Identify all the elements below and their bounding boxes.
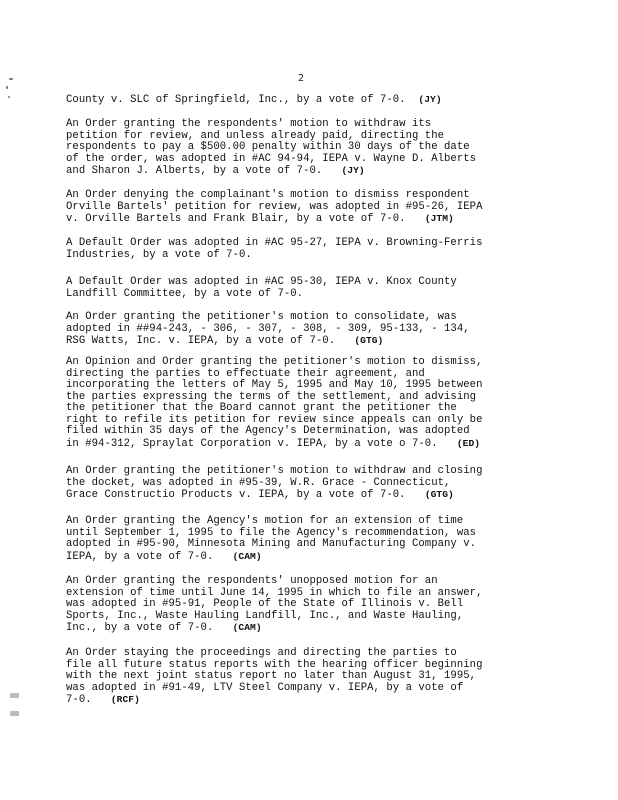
staff-initials: (GTG): [424, 489, 454, 500]
text-line: [66, 250, 482, 262]
line-text: the docket, was adopted in #95-39, W.R. Grace - Connecticut,: [66, 476, 451, 489]
scan-mark: [9, 78, 13, 80]
line-text: right to refile its petition for review since appeals can only be: [66, 413, 483, 426]
paragraph: [66, 238, 482, 261]
line-text: until September 1, 1995 to file the Agency's recommendation, was: [66, 526, 477, 539]
text-line: [66, 551, 476, 564]
line-text: An Order denying the complainant's motion to dismiss respondent: [66, 189, 470, 201]
line-text: A Default Order was adopted in #AC 95-27, IEPA v. Browning-Ferris: [66, 237, 483, 249]
line-text: An Order granting the respondents' unopposed motion for an: [66, 575, 438, 587]
staff-initials: (RCF): [110, 694, 140, 705]
line-text: An Order granting the respondents' motion to withdraw its: [66, 118, 432, 130]
line-text: extension of time until June 14, 1995 in which to file an answer,: [66, 586, 483, 599]
paragraph: [66, 312, 470, 348]
scan-mark: [10, 711, 19, 716]
text-line: [66, 213, 482, 226]
line-text: was adopted in #91-49, LTV Steel Company v. IEPA, by a vote of: [66, 681, 464, 694]
line-text: 7-0.: [66, 694, 111, 706]
text-line: [66, 289, 457, 301]
line-text: A Default Order was adopted in #AC 95-30, IEPA v. Knox County: [66, 276, 457, 288]
scan-mark: [8, 96, 10, 98]
staff-initials: (ED): [456, 437, 481, 449]
line-text: v. Orville Bartels and Frank Blair, by a vote of 7-0.: [66, 213, 425, 225]
text-line: [66, 324, 470, 336]
line-text: the parties expressing the terms of the settlement, and advising: [66, 390, 477, 403]
line-text: filed within 35 days of the Agency's Determination, was adopted: [66, 425, 470, 437]
paragraph: [66, 648, 482, 707]
line-text: with the next joint status report no later than August 31, 1995,: [66, 670, 477, 682]
text-line: [66, 438, 482, 451]
staff-initials: (JY): [418, 94, 442, 105]
line-text: Landfill Committee, by a vote of 7-0.: [66, 287, 304, 300]
line-text: Grace Constructio Products v. IEPA, by a vote of 7-0.: [66, 489, 425, 501]
scan-mark: [6, 86, 8, 89]
paragraph: [66, 466, 482, 502]
text-line: [66, 694, 482, 707]
text-line: [66, 622, 482, 635]
line-text: An Order staying the proceedings and directing the parties to: [66, 647, 457, 659]
text-line: [66, 426, 482, 438]
line-text: IEPA, by a vote of 7-0.: [66, 550, 233, 563]
text-line: [66, 489, 482, 502]
text-line: [66, 94, 442, 107]
line-text: directing the parties to effectuate their agreement, and: [66, 367, 425, 380]
page-number: 2: [298, 73, 305, 84]
text-line: [66, 683, 482, 695]
line-text: An Order granting the petitioner's motion to consolidate, was: [66, 311, 457, 323]
line-text: in #94-312, Spraylat Corporation v. IEPA, by a vote o 7-0.: [66, 437, 457, 450]
line-text: the petitioner that the Board cannot grant the petitioner the: [66, 402, 457, 414]
paragraph: [66, 119, 476, 178]
text-line: [66, 202, 482, 214]
line-text: Sports, Inc., Waste Hauling Landfill, Inc., and Waste Hauling,: [66, 609, 464, 622]
line-text: Industries, by a vote of 7-0.: [66, 248, 252, 261]
line-text: Orville Bartels' petition for review, was adopted in #95-26, IEPA: [66, 200, 483, 213]
line-text: County v. SLC of Springfield, Inc., by a vote of 7-0.: [66, 94, 419, 106]
paragraph: [66, 190, 482, 226]
text-line: [66, 539, 476, 551]
staff-initials: (JTM): [424, 213, 454, 224]
line-text: Inc., by a vote of 7-0.: [66, 622, 233, 634]
staff-initials: (GTG): [354, 335, 384, 346]
text-line: [66, 154, 476, 166]
paragraph: [66, 277, 457, 300]
staff-initials: (CAM): [232, 550, 262, 562]
line-text: adopted in #95-90, Minnesota Mining and Manufacturing Company v.: [66, 538, 477, 550]
paragraph: [66, 357, 482, 450]
paragraph: [66, 516, 476, 563]
line-text: RSG Watts, Inc. v. IEPA, by a vote of 7-0.: [66, 335, 355, 347]
text-line: [66, 335, 470, 348]
line-text: respondents to pay a $500.00 penalty within 30 days of the date: [66, 141, 470, 153]
scan-mark: [10, 693, 19, 698]
paragraph: [66, 576, 482, 635]
paragraph: [66, 94, 442, 107]
line-text: and Sharon J. Alberts, by a vote of 7-0.: [66, 165, 342, 177]
line-text: of the order, was adopted in #AC 94-94, IEPA v. Wayne D. Alberts: [66, 152, 477, 165]
line-text: An Order granting the Agency's motion for an extension of time: [66, 515, 464, 527]
text-line: [66, 478, 482, 490]
line-text: incorporating the letters of May 5, 1995 and May 10, 1995 between: [66, 379, 483, 391]
line-text: An Opinion and Order granting the petitioner's motion to dismiss,: [66, 356, 483, 368]
staff-initials: (CAM): [232, 622, 262, 633]
line-text: was adopted in #95-91, People of the State of Illinois v. Bell: [66, 598, 464, 610]
staff-initials: (JY): [341, 165, 365, 176]
text-line: [66, 165, 476, 178]
line-text: petition for review, and unless already paid, directing the: [66, 129, 445, 142]
line-text: adopted in ##94-243, - 306, - 307, - 308, - 309, 95-133, - 134,: [66, 322, 470, 335]
text-line: [66, 611, 482, 623]
line-text: file all future status reports with the hearing officer beginning: [66, 658, 483, 671]
line-text: An Order granting the petitioner's motion to withdraw and closing: [66, 465, 483, 477]
